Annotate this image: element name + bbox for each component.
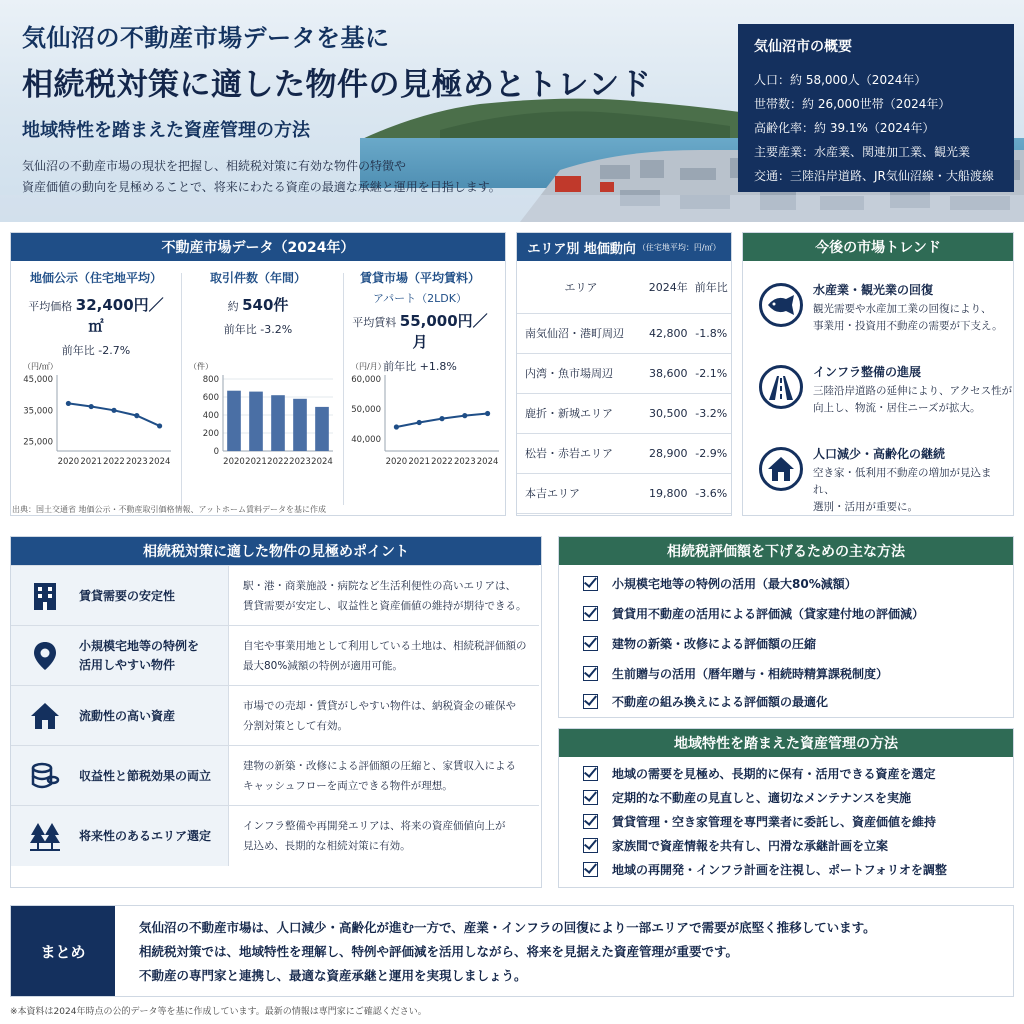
- point-desc: [243, 696, 529, 736]
- data-point: [417, 420, 422, 425]
- desc-line: 建物の新築・改修による評価額の圧縮と、家賃収入による: [243, 760, 516, 772]
- summary-box: [10, 905, 1014, 997]
- coins-icon: [29, 760, 61, 792]
- selection-points-panel: [10, 536, 542, 888]
- y-tick-label: 0: [213, 447, 219, 457]
- building-icon: [29, 580, 61, 612]
- y-tick-label: 45,000: [23, 375, 53, 385]
- data-point: [66, 401, 71, 406]
- y-tick-label: 400: [202, 411, 219, 421]
- market-col-title: 地価公示（住宅地平均）: [29, 271, 162, 285]
- desc-line: 観光需要や水産加工業の回復により、: [813, 303, 992, 315]
- trend-item: [753, 359, 1011, 429]
- data-point: [134, 413, 139, 418]
- point-desc: [243, 756, 529, 796]
- checkbox-icon: [583, 814, 598, 829]
- divider: [343, 273, 344, 505]
- rent-line-chart: [345, 359, 505, 479]
- point-label-cell: [11, 746, 229, 806]
- y-axis-unit: （円/㎡）: [23, 362, 58, 371]
- area-price: 38,600: [645, 353, 692, 393]
- market-col-change: 前年比 +1.8%: [383, 360, 457, 373]
- desc-line: 市場での売却・賃貸がしやすい物件は、納税資金の確保や: [243, 700, 516, 712]
- market-data-panel: [10, 232, 506, 516]
- desc-line: 三陸沿岸道路の延伸により、アクセス性が: [813, 385, 1013, 397]
- overview-row: 主要産業：水産業、関連加工業、観光業: [754, 145, 971, 159]
- point-label: [79, 746, 211, 806]
- data-point: [394, 424, 399, 429]
- trend-item-title: インフラ整備の進展: [813, 365, 922, 379]
- area-title: [517, 233, 731, 261]
- check-item: [583, 813, 936, 830]
- value-label: 約: [227, 300, 239, 313]
- trend-item: [753, 441, 1011, 511]
- y-tick-label: 25,000: [23, 437, 53, 448]
- data-point: [485, 411, 490, 416]
- value-number: 32,400円／㎡: [75, 296, 164, 335]
- market-col-subtitle: アパート（2LDK）: [373, 292, 467, 305]
- checkbox-icon: [583, 862, 598, 877]
- check-item: [583, 837, 888, 854]
- check-text: 生前贈与の活用（暦年贈与・相続時精算課税制度）: [612, 667, 889, 681]
- overview-row: 世帯数：約 26,000世帯（2024年）: [754, 97, 951, 111]
- y-tick-label: 200: [202, 429, 219, 439]
- area-table: [517, 261, 731, 514]
- check-item: [583, 789, 911, 806]
- area-price: 42,800: [645, 313, 692, 353]
- y-tick-label: 60,000: [351, 375, 381, 385]
- overview-row: 人口：約 58,000人（2024年）: [754, 73, 927, 87]
- desc-line: 駅・港・商業施設・病院など生活利便性の高いエリアは、: [243, 580, 516, 592]
- value-number: 540件: [242, 296, 289, 314]
- page-subtitle: 地域特性を踏まえた資産管理の方法: [22, 120, 310, 141]
- road-icon: [759, 365, 803, 409]
- x-tick-label: 2023: [453, 457, 476, 467]
- checkbox-icon: [583, 790, 598, 805]
- point-row: [11, 565, 539, 625]
- table-row: [517, 313, 731, 353]
- bar: [293, 399, 307, 451]
- bar: [249, 392, 263, 451]
- trees-icon: [29, 820, 61, 852]
- city-overview-box: [738, 24, 1014, 192]
- point-row: [11, 685, 539, 745]
- x-tick-label: 2024: [311, 457, 333, 467]
- header-change: 前年比: [692, 261, 731, 313]
- check-item: [583, 635, 816, 652]
- x-tick-label: 2024: [476, 457, 499, 467]
- house-icon: [29, 700, 61, 732]
- checkbox-icon: [583, 576, 598, 591]
- trend-item-desc: [813, 301, 1013, 335]
- value-label: 平均賃料: [352, 316, 397, 329]
- market-col-transactions: [183, 269, 333, 337]
- y-axis-unit: （件）: [189, 362, 213, 371]
- check-text: 不動産の組み換えによる評価額の最適化: [612, 695, 829, 709]
- market-trend-panel: [742, 232, 1014, 516]
- desc-line: 自宅や事業用地として利用している土地は、相続税評価額の: [243, 640, 527, 652]
- check-item: [583, 861, 947, 878]
- market-col-value: [183, 294, 333, 315]
- hero-banner: [0, 0, 1024, 222]
- desc-line: インフラ整備や再開発エリアは、将来の資産価値向上が: [243, 820, 506, 832]
- check-text: 定期的な不動産の見直しと、適切なメンテナンスを実施: [612, 791, 912, 805]
- checkbox-icon: [583, 838, 598, 853]
- desc-line: 賃貸需要が安定し、収益性と資産価値の維持が期待できる。: [243, 600, 527, 612]
- management-title: 地域特性を踏まえた資産管理の方法: [559, 729, 1013, 757]
- check-text: 賃貸用不動産の活用による評価減（貸家建付地の評価減）: [612, 607, 925, 621]
- area-name: 南気仙沼・港町周辺: [517, 313, 645, 353]
- y-tick-label: 800: [202, 375, 219, 385]
- table-row: [517, 353, 731, 393]
- trend-item-desc: [813, 383, 1013, 417]
- points-title: 相続税対策に適した物件の見極めポイント: [11, 537, 541, 565]
- x-tick-label: 2023: [125, 457, 148, 467]
- point-label-cell: [11, 626, 229, 686]
- header-year: 2024年: [645, 261, 692, 313]
- point-label-cell: [11, 806, 229, 866]
- y-tick-label: 600: [202, 393, 219, 403]
- market-col-value: [345, 310, 495, 352]
- table-row: [517, 433, 731, 473]
- bar: [271, 395, 285, 451]
- summary-line: 気仙沼の不動産市場は、人口減少・高齢化が進む一方で、産業・インフラの回復により一部エリアで需要が底堅く推移しています。: [139, 920, 876, 935]
- point-desc: [243, 636, 529, 676]
- area-name: 鹿折・新城エリア: [517, 393, 645, 433]
- point-label: [79, 626, 199, 686]
- desc-line: 空き家・低利用不動産の増加が見込まれ、: [813, 467, 992, 496]
- desc-line: 見込め、長期的な相続対策に有効。: [243, 840, 411, 852]
- check-text: 建物の新築・改修による評価額の圧縮: [612, 637, 817, 651]
- area-unit: （住宅地平均：円/㎡）: [637, 242, 721, 252]
- label-line: 賃貸需要の安定性: [79, 588, 176, 603]
- label-line: 流動性の高い資産: [79, 708, 176, 723]
- summary-line: 相続税対策では、地域特性を理解し、特例や評価減を活用しながら、将来を見据えた資産管理が重要です。: [139, 944, 739, 959]
- market-col-value: [21, 294, 171, 336]
- point-label: [79, 566, 175, 626]
- x-tick-label: 2020: [223, 457, 245, 467]
- data-point: [462, 413, 467, 418]
- point-label: [79, 686, 175, 746]
- area-change: -2.1%: [692, 353, 731, 393]
- desc-line: キャッシュフローを両立できる物件が理想。: [243, 780, 453, 792]
- summary-line: 不動産の専門家と連携し、最適な資産承継と運用を実現しましょう。: [139, 968, 527, 983]
- table-row: [517, 393, 731, 433]
- label-line: 小規模宅地等の特例を: [79, 639, 200, 653]
- x-tick-label: 2022: [431, 457, 453, 467]
- check-item: [583, 665, 888, 682]
- x-tick-label: 2024: [148, 457, 171, 467]
- x-tick-label: 2021: [80, 457, 103, 467]
- check-text: 地域の再開発・インフラ計画を注視し、ポートフォリオを調整: [612, 863, 947, 877]
- point-label: [79, 806, 211, 866]
- point-row: [11, 805, 539, 865]
- market-col-change: 前年比 -2.7%: [61, 344, 131, 357]
- area-change: -1.8%: [692, 313, 731, 353]
- table-row: [517, 473, 731, 513]
- bar: [315, 407, 329, 451]
- market-col-title: 賃貸市場（平均賃料）: [359, 271, 480, 285]
- lead-text: [22, 156, 542, 198]
- point-row: [11, 625, 539, 685]
- label-line: 収益性と節税効果の両立: [79, 768, 212, 783]
- x-tick-label: 2020: [57, 457, 80, 467]
- land-price-line-chart: [17, 359, 177, 479]
- checkbox-icon: [583, 694, 598, 709]
- summary-label: まとめ: [11, 906, 115, 996]
- value-label: 平均価格: [28, 300, 73, 313]
- fish-icon: [759, 283, 803, 327]
- x-tick-label: 2021: [408, 457, 431, 467]
- y-axis-unit: （円/月）: [351, 362, 386, 371]
- asset-management-panel: [558, 728, 1014, 888]
- x-tick-label: 2023: [289, 457, 311, 467]
- market-col-land-price: [21, 269, 171, 358]
- source-note: 出典：国土交通省 地価公示・不動産取引価格情報、アットホーム賃料データを基に作成: [12, 505, 326, 514]
- check-text: 地域の需要を見極め、長期的に保有・活用できる資産を選定: [612, 767, 936, 781]
- area-change: -2.9%: [692, 433, 731, 473]
- title-line-1: 気仙沼の不動産市場データを基に: [22, 24, 390, 52]
- footnote: ※本資料は2024年時点の公的データ等を基に作成しています。最新の情報は専門家にご確認ください。: [10, 1007, 427, 1017]
- house-icon: [759, 447, 803, 491]
- y-tick-label: 50,000: [351, 405, 381, 415]
- point-row: [11, 745, 539, 805]
- checkbox-icon: [583, 636, 598, 651]
- x-tick-label: 2021: [245, 457, 267, 467]
- check-text: 家族間で資産情報を共有し、円滑な承継計画を立案: [612, 839, 889, 853]
- trend-item-title: 人口減少・高齢化の継続: [813, 447, 946, 461]
- market-col-title: 取引件数（年間）: [209, 271, 306, 285]
- header-area: エリア: [517, 261, 645, 313]
- point-desc: [243, 576, 529, 616]
- data-point: [157, 423, 162, 428]
- overview-row: 交通：三陸沿岸道路、JR気仙沼線・大船渡線: [754, 169, 994, 183]
- check-item: [583, 605, 924, 622]
- label-line: 活用しやすい物件: [79, 658, 176, 672]
- desc-line: 最大80%減額の特例が適用可能。: [243, 660, 403, 672]
- divider: [181, 273, 182, 505]
- y-tick-label: 40,000: [351, 435, 381, 445]
- overview-title: 気仙沼市の概要: [754, 39, 852, 55]
- lead-line: 気仙沼の不動産市場の現状を把握し、相続税対策に有効な物件の特徴や: [22, 159, 407, 173]
- area-price: 28,900: [645, 433, 692, 473]
- value-number: 55,000円／月: [399, 312, 488, 351]
- transactions-bar-chart: [183, 359, 339, 479]
- bar: [227, 391, 241, 451]
- data-point: [111, 408, 116, 413]
- market-col-change: 前年比 -3.2%: [223, 323, 293, 336]
- tax-reduction-methods-panel: [558, 536, 1014, 718]
- data-point: [89, 404, 94, 409]
- label-line: 将来性のあるエリア選定: [79, 828, 212, 843]
- point-desc: [243, 816, 529, 856]
- market-data-title: 不動産市場データ（2024年）: [11, 233, 505, 261]
- x-tick-label: 2022: [103, 457, 125, 467]
- check-item: [583, 765, 936, 782]
- point-label-cell: [11, 566, 229, 626]
- desc-line: 向上し、物流・居住ニーズが拡大。: [813, 402, 981, 414]
- data-point: [439, 416, 444, 421]
- point-label-cell: [11, 686, 229, 746]
- checkbox-icon: [583, 606, 598, 621]
- area-name: 本吉エリア: [517, 473, 645, 513]
- summary-text: [139, 916, 876, 988]
- area-name: 内湾・魚市場周辺: [517, 353, 645, 393]
- map-pin-icon: [29, 640, 61, 672]
- area-price: 30,500: [645, 393, 692, 433]
- trend-item-desc: [813, 465, 1013, 516]
- table-header-row: [517, 261, 731, 313]
- area-trend-panel: [516, 232, 732, 516]
- checkbox-icon: [583, 766, 598, 781]
- check-item: [583, 693, 828, 710]
- check-text: 賃貸管理・空き家管理を専門業者に委託し、資産価値を維持: [612, 815, 937, 829]
- trend-title: 今後の市場トレンド: [743, 233, 1013, 261]
- check-item: [583, 575, 857, 592]
- desc-line: 事業用・投資用不動産の需要が下支え。: [813, 320, 1003, 332]
- series-line: [68, 403, 159, 426]
- area-change: -3.2%: [692, 393, 731, 433]
- title-line-2: 相続税対策に適した物件の見極めとトレンド: [22, 67, 652, 103]
- area-name: 松岩・赤岩エリア: [517, 433, 645, 473]
- overview-row: 高齢化率：約 39.1%（2024年）: [754, 121, 935, 135]
- trend-item-title: 水産業・観光業の回復: [813, 283, 934, 297]
- lead-line: 資産価値の動向を見極めることで、将来にわたる資産の最適な承継と運用を目指します。: [22, 180, 501, 194]
- checkbox-icon: [583, 666, 598, 681]
- trend-item: [753, 277, 1011, 347]
- desc-line: 分割対策として有効。: [243, 720, 348, 732]
- methods-title: 相続税評価額を下げるための主な方法: [559, 537, 1013, 565]
- x-tick-label: 2022: [267, 457, 289, 467]
- desc-line: 選別・活用が重要に。: [813, 501, 918, 513]
- y-tick-label: 35,000: [23, 406, 53, 417]
- area-price: 19,800: [645, 473, 692, 513]
- check-text: 小規模宅地等の特例の活用（最大80%減額）: [612, 577, 857, 591]
- area-change: -3.6%: [692, 473, 731, 513]
- x-tick-label: 2020: [385, 457, 408, 467]
- area-title-text: エリア別 地価動向: [527, 241, 636, 257]
